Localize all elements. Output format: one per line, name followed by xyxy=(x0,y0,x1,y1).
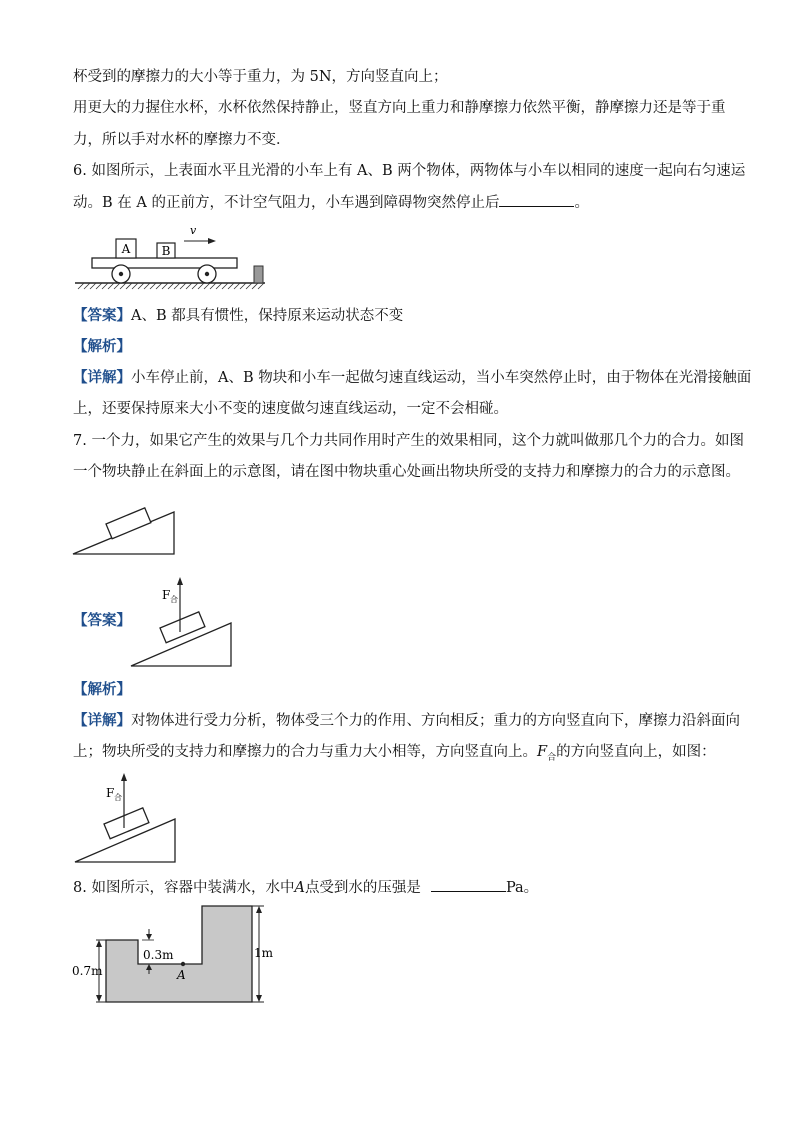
force-label: F xyxy=(162,588,171,602)
detail-text: 对物体进行受力分析，物体受三个力的作用、方向相反；重力的方向竖直向下，摩擦力沿斜面向 xyxy=(131,713,740,729)
block xyxy=(106,508,151,539)
point-label: A xyxy=(294,880,305,896)
question-6-text: 动。B 在 A 的正前方，不计空气阻力，小车遇到障碍物突然停止后 xyxy=(73,195,500,211)
q6-detail xyxy=(73,368,751,388)
force-subscript: 合 xyxy=(114,793,122,802)
text-line: 力，所以手对水杯的摩擦力不变． xyxy=(73,132,291,148)
q6-answer xyxy=(73,306,403,326)
answer-tag: 【答案】 xyxy=(73,307,131,324)
detail-text: 的方向竖直向上，如图： xyxy=(556,744,716,760)
answer-tag: 【答案】 xyxy=(73,612,131,629)
force-symbol: F xyxy=(537,744,548,760)
force-label: F xyxy=(106,786,115,800)
question-8-line xyxy=(73,877,538,898)
question-6-line xyxy=(73,192,589,213)
detail-tag: 【详解】 xyxy=(73,369,131,386)
obstacle xyxy=(254,266,263,283)
point-a-label: A xyxy=(177,968,186,982)
answer-blank[interactable] xyxy=(431,877,506,892)
q6-analysis xyxy=(73,337,131,357)
analysis-tag: 【解析】 xyxy=(73,681,131,698)
answer-blank[interactable] xyxy=(499,192,574,207)
answer-text: A、B 都具有惯性，保持原来运动状态不变 xyxy=(131,308,404,324)
q6-detail: 上，还要保持原来大小不变的速度做匀速直线运动，一定不会相碰。 xyxy=(73,401,508,417)
text-line: 用更大的力握住水杯，水杯依然保持静止，竖直方向上重力和静摩擦力依然平衡，静摩擦力还是等于重 xyxy=(73,100,726,116)
question-7-line: 7. 一个力，如果它产生的效果与几个力共同作用时产生的效果相同，这个力就叫做那几个力的合力。如图 xyxy=(73,433,744,449)
detail-text: 上；物块所受的支持力和摩擦力的合力与重力大小相等，方向竖直向上。 xyxy=(73,744,537,760)
text-line: 杯受到的摩擦力的大小等于重力，为 5N，方向竖直向上； xyxy=(73,69,448,85)
force-symbol-sub: 合 xyxy=(547,752,557,763)
incline-answer-figure xyxy=(130,576,240,668)
cart-figure xyxy=(72,226,272,296)
q7-analysis xyxy=(73,680,131,700)
q7-detail xyxy=(73,742,716,768)
question-8-text: 8. 如图所示，容器中装满水，水中 xyxy=(73,880,295,896)
block xyxy=(160,612,205,643)
question-7-line: 一个物块静止在斜面上的示意图，请在图中物块重心处画出物块所受的支持力和摩擦力的合力的示意图。 xyxy=(73,464,740,480)
incline-detail-figure xyxy=(74,772,184,864)
incline-figure xyxy=(72,503,182,555)
block xyxy=(104,808,149,839)
block-a-label: A xyxy=(121,242,131,256)
q7-answer-tag-line xyxy=(73,611,131,631)
point-a xyxy=(181,962,185,966)
left-height-label: 0.7m xyxy=(72,964,103,978)
detail-tag: 【详解】 xyxy=(73,712,131,729)
question-6-line: 6. 如图所示，上表面水平且光滑的小车上有 A、B 两个物体，两物体与小车以相同的速度一起向右匀速运 xyxy=(73,163,746,179)
force-subscript: 合 xyxy=(170,595,178,604)
velocity-label: v xyxy=(190,224,197,237)
q7-detail xyxy=(73,711,740,731)
question-8-text: 点受到水的压强是 xyxy=(304,880,421,896)
depth-label: 0.3m xyxy=(143,948,174,962)
detail-text: 小车停止前，A、B 物块和小车一起做匀速直线运动，当小车突然停止时，由于物体在光滑接触面 xyxy=(131,370,752,386)
container-figure xyxy=(70,900,285,1010)
water-container xyxy=(106,906,252,1002)
right-height-label: 1m xyxy=(254,946,274,960)
block-b-label: B xyxy=(161,244,171,258)
cart-body xyxy=(92,258,237,268)
analysis-tag: 【解析】 xyxy=(73,338,131,355)
question-6-end: 。 xyxy=(574,195,589,211)
unit: Pa。 xyxy=(505,880,539,896)
